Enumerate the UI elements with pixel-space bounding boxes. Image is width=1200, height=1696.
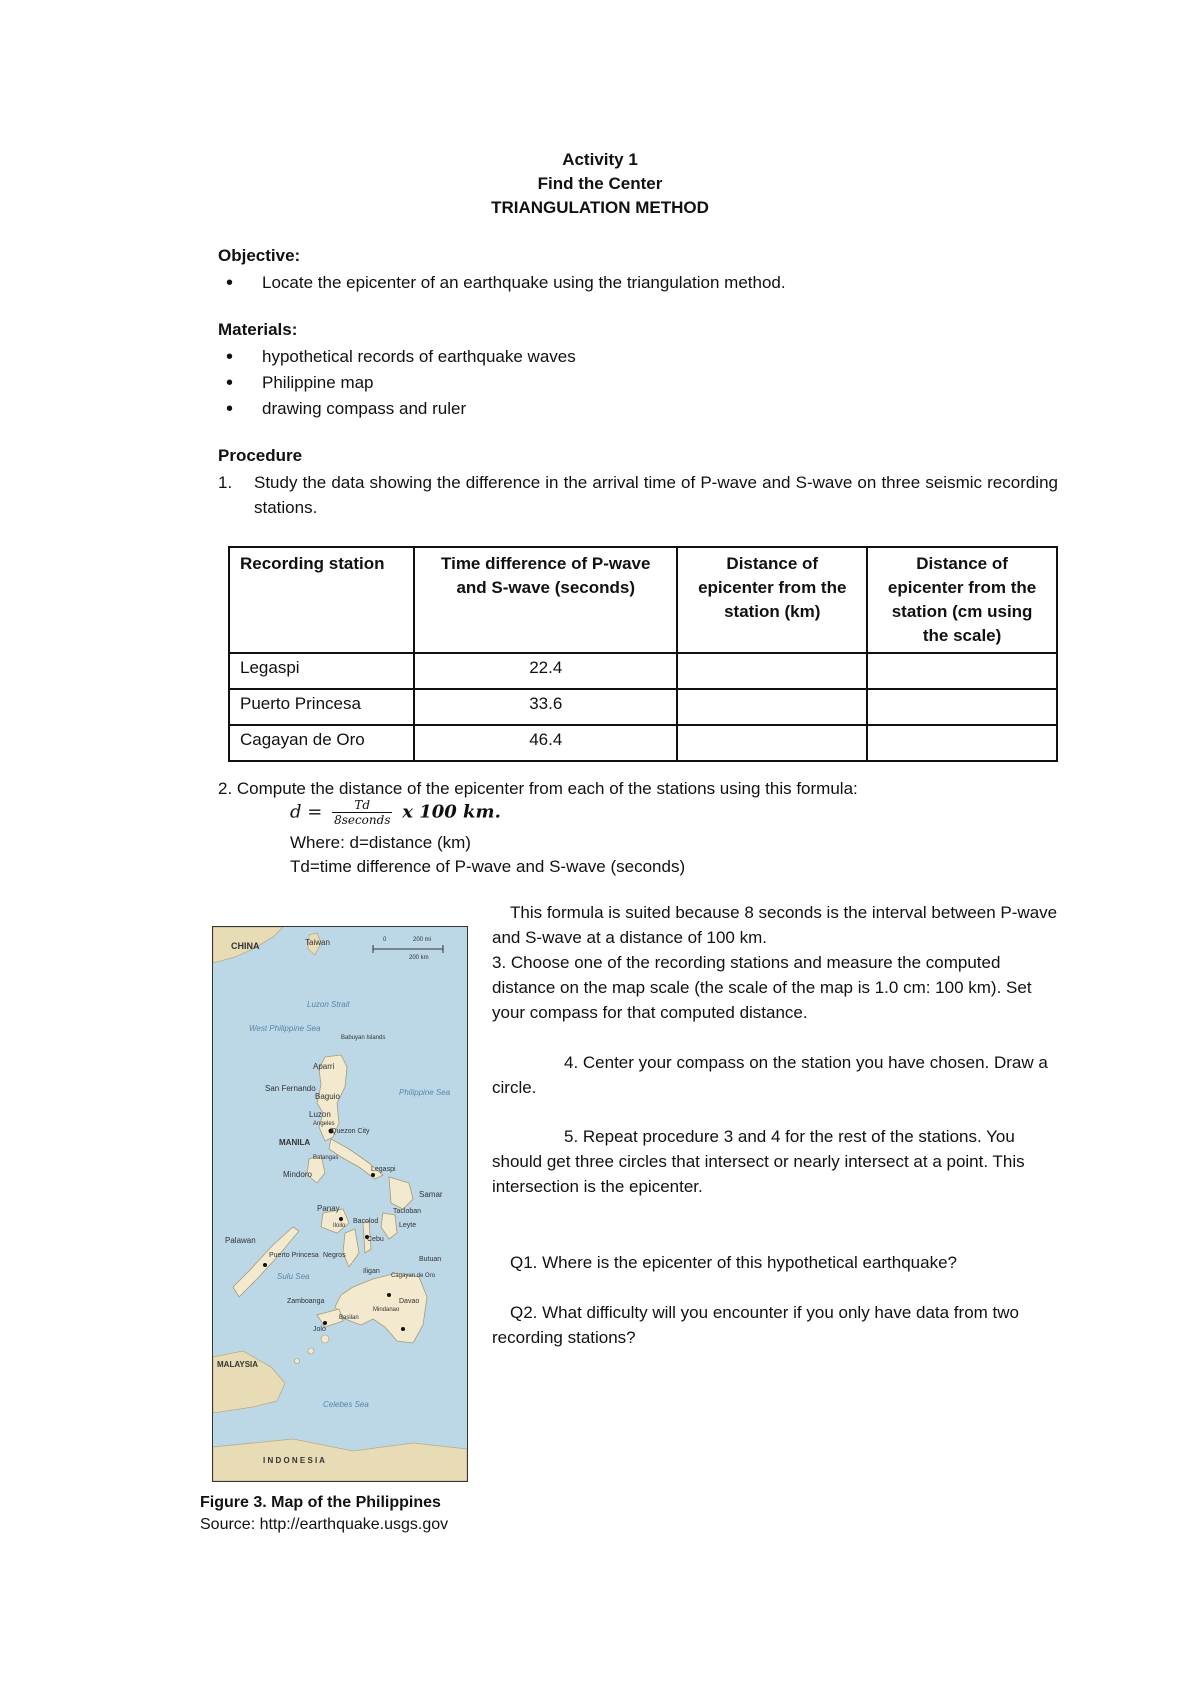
km-cell	[677, 725, 867, 761]
map-label-bacolod: Bacolod	[353, 1218, 379, 1225]
km-cell	[677, 689, 867, 725]
formula-denominator: 8seconds	[334, 813, 391, 827]
figure-source: Source: http://earthquake.usgs.gov	[200, 1516, 449, 1533]
map-label-west-ph-sea: West Philippine Sea	[249, 1024, 321, 1033]
step4-text: 4. Center your compass on the station you have chosen. Draw a circle.	[492, 1053, 1048, 1097]
table-row	[229, 725, 1057, 761]
map-label-china: CHINA	[231, 941, 260, 951]
jolo-island	[308, 1348, 314, 1354]
map-label-ph-sea: Philippine Sea	[399, 1088, 451, 1097]
davao-dot	[401, 1327, 405, 1331]
iloilo-dot	[339, 1217, 343, 1221]
materials-label: Materials:	[218, 320, 298, 339]
map-label-panay: Panay	[317, 1204, 340, 1213]
formula-rhs: x 100 km.	[402, 801, 501, 823]
map-label-cdo: Cagayan de Oro	[391, 1273, 436, 1279]
map-label-tacloban: Tacloban	[393, 1208, 422, 1215]
activity-subtitle: Find the Center	[537, 174, 663, 193]
map-label-taiwan: Taiwan	[305, 938, 330, 947]
station-cell: Legaspi	[229, 653, 414, 689]
table-row	[229, 653, 1057, 689]
map-label-iligan: Iligan	[363, 1268, 380, 1275]
map-label-indonesia: I N D O N E S I A	[263, 1456, 325, 1465]
station-cell: Puerto Princesa	[229, 689, 414, 725]
table-row	[229, 689, 1057, 725]
map-label-palawan: Palawan	[225, 1236, 256, 1245]
map-label-babuyan: Babuyan Islands	[341, 1035, 386, 1041]
map-label-san-fernando: San Fernando	[265, 1084, 316, 1093]
formula-note: This formula is suited because 8 seconds is the interval between P-wave and S-wave at a distance of 100 km.	[492, 903, 1058, 947]
step1-text: Study the data showing the difference in the arrival time of P-wave and S-wave on three seismic recording stations.	[254, 473, 1058, 517]
puerto-princesa-dot	[263, 1263, 267, 1267]
map-label-zamboanga: Zamboanga	[287, 1298, 325, 1305]
map-label-leyte: Leyte	[399, 1222, 417, 1229]
cm-cell	[867, 653, 1057, 689]
map-label-baguio: Baguio	[315, 1092, 340, 1101]
map-label-basilan: Basilan	[339, 1315, 359, 1321]
map-label-puerto: Puerto Princesa	[269, 1252, 319, 1259]
time-cell: 46.4	[414, 725, 677, 761]
materials-item: • hypothetical records of earthquake waves	[218, 344, 1058, 370]
map-label-luzon: Luzon	[309, 1110, 331, 1119]
map-label-legaspi: Legaspi	[371, 1166, 396, 1173]
objective-label: Objective:	[218, 246, 301, 265]
map-label-celebes: Celebes Sea	[323, 1400, 369, 1409]
materials-item: • drawing compass and ruler	[218, 396, 1058, 422]
time-cell: 22.4	[414, 653, 677, 689]
map-label-scale-km: 200 km	[409, 955, 429, 961]
formula-numerator: Td	[332, 798, 392, 813]
station-cell: Cagayan de Oro	[229, 725, 414, 761]
map-label-sulu: Sulu Sea	[277, 1272, 310, 1281]
map-drawing	[213, 927, 467, 1481]
map-label-manila: MANILA	[279, 1138, 311, 1147]
col-header-km: Distance of epicenter from the station (km)	[677, 547, 867, 653]
map-label-mindanao: Mindanao	[373, 1307, 400, 1313]
map-label-aparri: Aparri	[313, 1062, 335, 1071]
col-header-cm: Distance of epicenter from the station (cm using the scale)	[867, 547, 1057, 653]
zamboanga-dot	[323, 1321, 327, 1325]
figure-caption: Figure 3. Map of the Philippines	[200, 1494, 441, 1511]
cm-cell	[867, 689, 1057, 725]
map-label-mindoro: Mindoro	[283, 1170, 312, 1179]
station-table	[228, 546, 1058, 762]
col-header-station: Recording station	[229, 547, 414, 653]
sulu-islet	[295, 1359, 300, 1364]
question-2: Q2. What difficulty will you encounter if you only have data from two recording stations?	[492, 1303, 1019, 1347]
map-label-malaysia: MALAYSIA	[217, 1360, 259, 1369]
map-label-davao: Davao	[399, 1298, 420, 1305]
objective-item: • Locate the epicenter of an earthquake using the triangulation method.	[218, 270, 1058, 296]
td-definition: Td=time difference of P-wave and S-wave (seconds)	[290, 857, 686, 876]
step3-text: 3. Choose one of the recording stations and measure the computed distance on the map scale (the scale of the map is 1.0 cm: 100 km). Set your compass for that computed distance.	[492, 953, 1032, 1022]
procedure-label: Procedure	[218, 446, 303, 465]
time-cell: 33.6	[414, 689, 677, 725]
step5-text: 5. Repeat procedure 3 and 4 for the rest of the stations. You should get three circles that intersect or nearly intersect at a point. This intersection is the epicenter.	[492, 1127, 1025, 1196]
map-label-cebu: Cebu	[367, 1236, 384, 1243]
materials-list	[218, 344, 1058, 422]
distance-formula	[290, 798, 501, 827]
objective-list	[218, 270, 1058, 296]
map-label-scale-mi: 200 mi	[413, 937, 432, 943]
col-header-time: Time difference of P-wave and S-wave (seconds)	[414, 547, 677, 653]
table-header-row	[229, 547, 1057, 653]
cm-cell	[867, 725, 1057, 761]
activity-title: Activity 1	[562, 150, 638, 169]
basilan-island	[321, 1335, 329, 1343]
map-label-iloilo: Iloilo	[333, 1223, 346, 1229]
legaspi-dot	[371, 1173, 375, 1177]
km-cell	[677, 653, 867, 689]
map-label-bohol: Butuan	[419, 1256, 442, 1263]
formula-fraction	[332, 798, 392, 827]
map-label-quezon: Quezon City	[331, 1128, 370, 1135]
question-1: Q1. Where is the epicenter of this hypothetical earthquake?	[510, 1253, 957, 1272]
materials-item: • Philippine map	[218, 370, 1058, 396]
map-label-scale-zero: 0	[383, 937, 387, 943]
formula-lhs: d =	[290, 801, 323, 823]
where-text: Where: d=distance (km)	[290, 833, 471, 852]
cagayan-de-oro-dot	[387, 1293, 391, 1297]
map-label-angeles: Angeles	[313, 1121, 335, 1127]
map-label-samar: Samar	[419, 1190, 443, 1199]
map-label-jolo: Jolo	[313, 1326, 326, 1333]
map-label-negros: Negros	[323, 1252, 346, 1259]
map-label-luzon-strait: Luzon Strait	[307, 1000, 350, 1009]
step2-text: 2. Compute the distance of the epicenter from each of the stations using this formula:	[218, 779, 858, 798]
philippines-map	[212, 926, 468, 1482]
step1-number: 1.	[218, 473, 233, 492]
map-label-batangas: Batangas	[313, 1155, 339, 1161]
method-title: TRIANGULATION METHOD	[491, 198, 709, 217]
